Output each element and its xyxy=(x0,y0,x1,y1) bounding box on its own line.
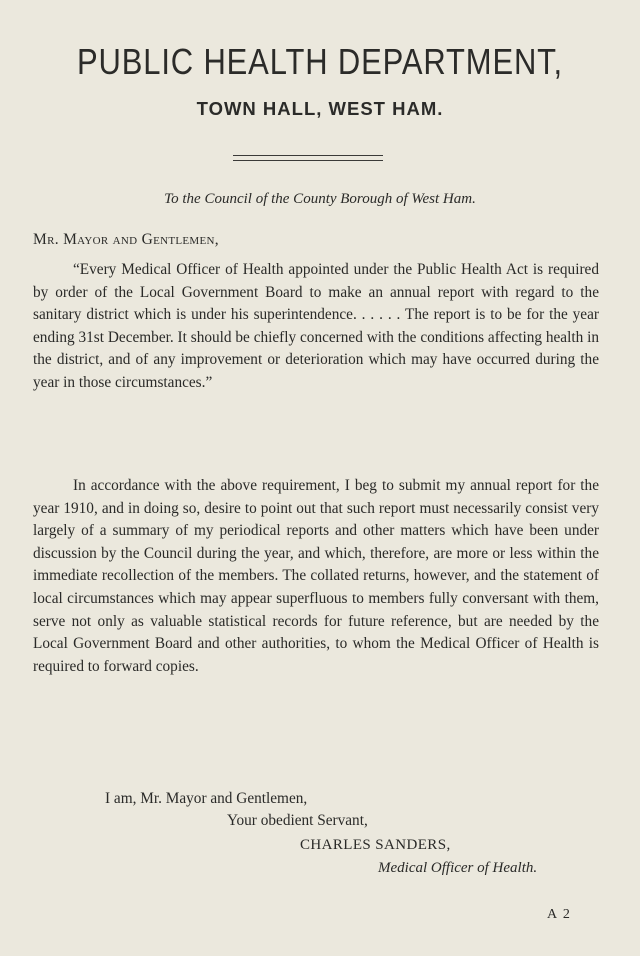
valediction: Your obedient Servant, xyxy=(227,812,368,829)
addressee-line: To the Council of the County Borough of West Ham. xyxy=(164,191,476,207)
salutation: Mr. Mayor and Gentlemen, xyxy=(33,231,219,248)
signer-title: Medical Officer of Health. xyxy=(378,860,538,876)
closing-line: I am, Mr. Mayor and Gentlemen, xyxy=(105,790,308,807)
quoted-requirement-paragraph: “Every Medical Officer of Health appointed under the Public Health Act is required by order of the Local Government Board to make an annual report with regard to the sanitary district which is under his superintendence. . . . . . The report is to be for the year ending 31st December. It should be chiefly concerned with the conditions affecting health in the district, and of any improvement or deterioration which may have occurred during the year in those circumstances.” xyxy=(33,261,599,391)
report-submission-paragraph: In accordance with the above requirement, I beg to submit my annual report for the year 1910, and in doing so, desire to point out that such report must necessarily consist very largely of a summary of my periodical reports and other matters which have been under discussion by the Council during the year, and which, therefore, are more or less within the immediate recollection of the members. The collated returns, however, and the statement of local circumstances which may appear superfluous to members fully conversant with them, serve not only as valuable statistical records for future reference, but are needed by the Local Government Board and other authorities, to whom the Medical Officer of Health is required to forward copies. xyxy=(33,477,599,675)
double-rule-bottom xyxy=(233,160,383,161)
signer-name: CHARLES SANDERS, xyxy=(300,837,451,853)
town-hall-subtitle: TOWN HALL, WEST HAM. xyxy=(196,98,444,119)
department-title: PUBLIC HEALTH DEPARTMENT, xyxy=(76,41,563,82)
page-marker: A 2 xyxy=(547,907,572,922)
double-rule-top xyxy=(233,155,383,156)
